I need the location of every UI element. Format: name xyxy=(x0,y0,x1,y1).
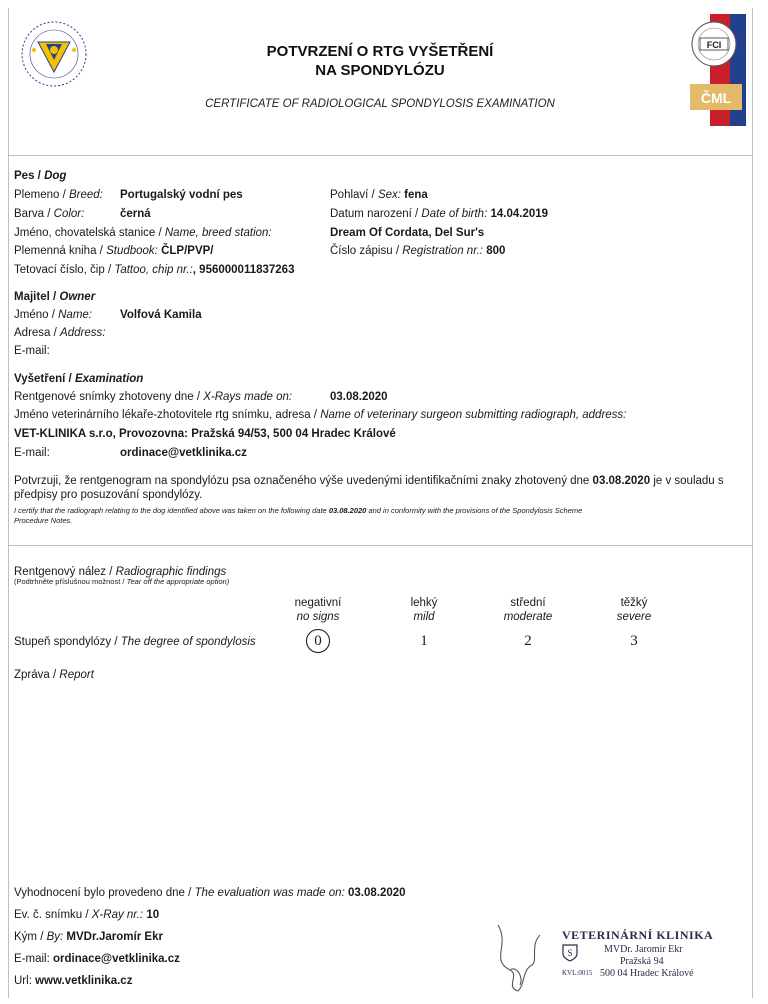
vet-email-value: ordinace@vetklinika.cz xyxy=(120,447,247,459)
owner-name-value: Volfová Kamila xyxy=(120,309,202,321)
title-cz-line1: POTVRZENÍ O RTG VYŠETŘENÍ xyxy=(266,43,494,60)
breed-label: Plemeno / Breed: xyxy=(14,189,103,201)
right-border xyxy=(752,8,753,998)
breed-value: Portugalský vodní pes xyxy=(120,189,243,201)
grade-col-2: střední moderate xyxy=(503,597,553,623)
stamp-code: KVL:0015 xyxy=(562,969,593,977)
dob-value: 14.04.2019 xyxy=(490,208,549,220)
svg-text:FCI: FCI xyxy=(706,40,722,50)
dog-name-value: Dream Of Cordata, Del Sur's xyxy=(330,227,485,239)
vet-label: Jméno veterinárního lékaře-zhotovitele rtg snímku, adresa / Name of veterinary surgeon submitting radiograph, address: xyxy=(14,409,627,421)
certify-cz: Potvrzuji, že rentgenogram na spondylózu psa označeného výše uvedenými identifikačními znaky zhotovený dne 03.08.2020 je v souladu s předpisy pro posuzování spondylózy. xyxy=(14,475,724,501)
dob-label: Datum narození / Date of birth: 14.04.2019 xyxy=(330,208,549,220)
grade-col-3: těžký severe xyxy=(616,597,652,623)
owner-name-label: Jméno / Name: xyxy=(14,309,92,321)
grade-1-value: 1 xyxy=(420,633,428,649)
xray-nr-label: Ev. č. snímku / X-Ray nr.: 10 xyxy=(14,909,160,921)
stamp-city: 500 04 Hradec Králové xyxy=(600,968,694,979)
owner-section-heading: Majitel / Owner xyxy=(14,291,96,303)
url-label: Url: www.vetklinika.cz xyxy=(14,975,133,987)
report-label: Zpráva / Report xyxy=(14,669,94,681)
registration-value: 800 xyxy=(486,245,506,257)
studbook-value: ČLP/PVP/ xyxy=(161,245,214,257)
evaluation-date-label: Vyhodnocení bylo provedeno dne / The evaluation was made on: 03.08.2020 xyxy=(14,887,406,899)
stamp-clinic: VETERINÁRNÍ KLINIKA xyxy=(562,928,714,942)
findings-divider xyxy=(8,545,753,546)
owner-email-label: E-mail: xyxy=(14,345,50,357)
degree-label: Stupeň spondylózy / The degree of spondylosis xyxy=(14,636,256,648)
title-cz-line2: NA SPONDYLÓZU xyxy=(315,62,445,79)
svg-text:ČML: ČML xyxy=(700,90,732,106)
name-station-label: Jméno, chovatelská stanice / Name, breed station: xyxy=(14,227,272,239)
fci-cmku-logo xyxy=(690,14,746,126)
url-value: www.vetklinika.cz xyxy=(35,975,133,987)
studbook-label: Plemenná kniha / Studbook: ČLP/PVP/ xyxy=(14,245,214,257)
color-label: Barva / Color: xyxy=(14,208,85,220)
grade-0-value xyxy=(273,629,363,653)
certify-en: I certify that the radiograph relating to the dog identified above was taken on the following date 03.08.2020 and in conformity with the provisions of the Spondylosis Scheme Procedure Notes. xyxy=(14,506,583,525)
evaluation-email-label: E-mail: ordinace@vetklinika.cz xyxy=(14,953,180,965)
xray-date-value: 03.08.2020 xyxy=(330,391,388,403)
stamp-street: Pražská 94 xyxy=(620,956,664,967)
findings-heading: Rentgenový nález / Radiographic findings xyxy=(14,566,227,578)
stamp-shield-icon xyxy=(562,944,578,962)
grade-col-0: negativní no signs xyxy=(294,597,342,623)
by-label: Kým / By: MVDr.Jaromír Ekr xyxy=(14,931,163,943)
evaluation-date-value: 03.08.2020 xyxy=(347,887,406,899)
evaluation-email-value: ordinace@vetklinika.cz xyxy=(52,953,180,965)
grade-0-selected-circle: 0 xyxy=(306,629,330,653)
xray-nr-value: 10 xyxy=(146,909,160,921)
registration-label: Číslo zápisu / Registration nr.: 800 xyxy=(330,245,506,257)
grade-2-value: 2 xyxy=(524,633,532,649)
exam-section-heading: Vyšetření / Examination xyxy=(14,373,144,385)
tattoo-value: , 956000011837263 xyxy=(192,264,295,276)
clinic-stamp xyxy=(562,928,742,979)
left-border xyxy=(8,8,9,998)
owner-address-label: Adresa / Address: xyxy=(14,327,106,339)
grade-3-value: 3 xyxy=(630,633,638,649)
vet-email-label: E-mail: xyxy=(14,447,50,459)
grade-col-1: lehký mild xyxy=(410,597,438,623)
tattoo-label: Tetovací číslo, čip / Tattoo, chip nr.:, 956000011837263 xyxy=(14,264,295,276)
vet-value: VET-KLINIKA s.r.o, Provozovna: Pražská 94/53, 500 04 Hradec Králové xyxy=(14,428,396,440)
svg-text:S: S xyxy=(567,948,573,958)
sex-value: fena xyxy=(404,189,428,201)
color-value: černá xyxy=(120,208,151,220)
signature xyxy=(480,915,560,995)
by-value: MVDr.Jaromír Ekr xyxy=(66,931,163,943)
stamp-vet: MVDr. Jaromír Ekr xyxy=(604,944,683,955)
sex-label: Pohlaví / Sex: fena xyxy=(330,189,428,201)
findings-hint: (Podtrhněte příslušnou možnost / Tear off the appropriate option) xyxy=(14,577,230,586)
cmku-seal-logo xyxy=(20,20,88,88)
title-en: CERTIFICATE OF RADIOLOGICAL SPONDYLOSIS EXAMINATION xyxy=(205,98,555,110)
header-divider xyxy=(8,155,753,156)
xray-date-label: Rentgenové snímky zhotoveny dne / X-Rays made on: xyxy=(14,391,293,403)
dog-section-heading: Pes / Dog xyxy=(14,170,67,182)
